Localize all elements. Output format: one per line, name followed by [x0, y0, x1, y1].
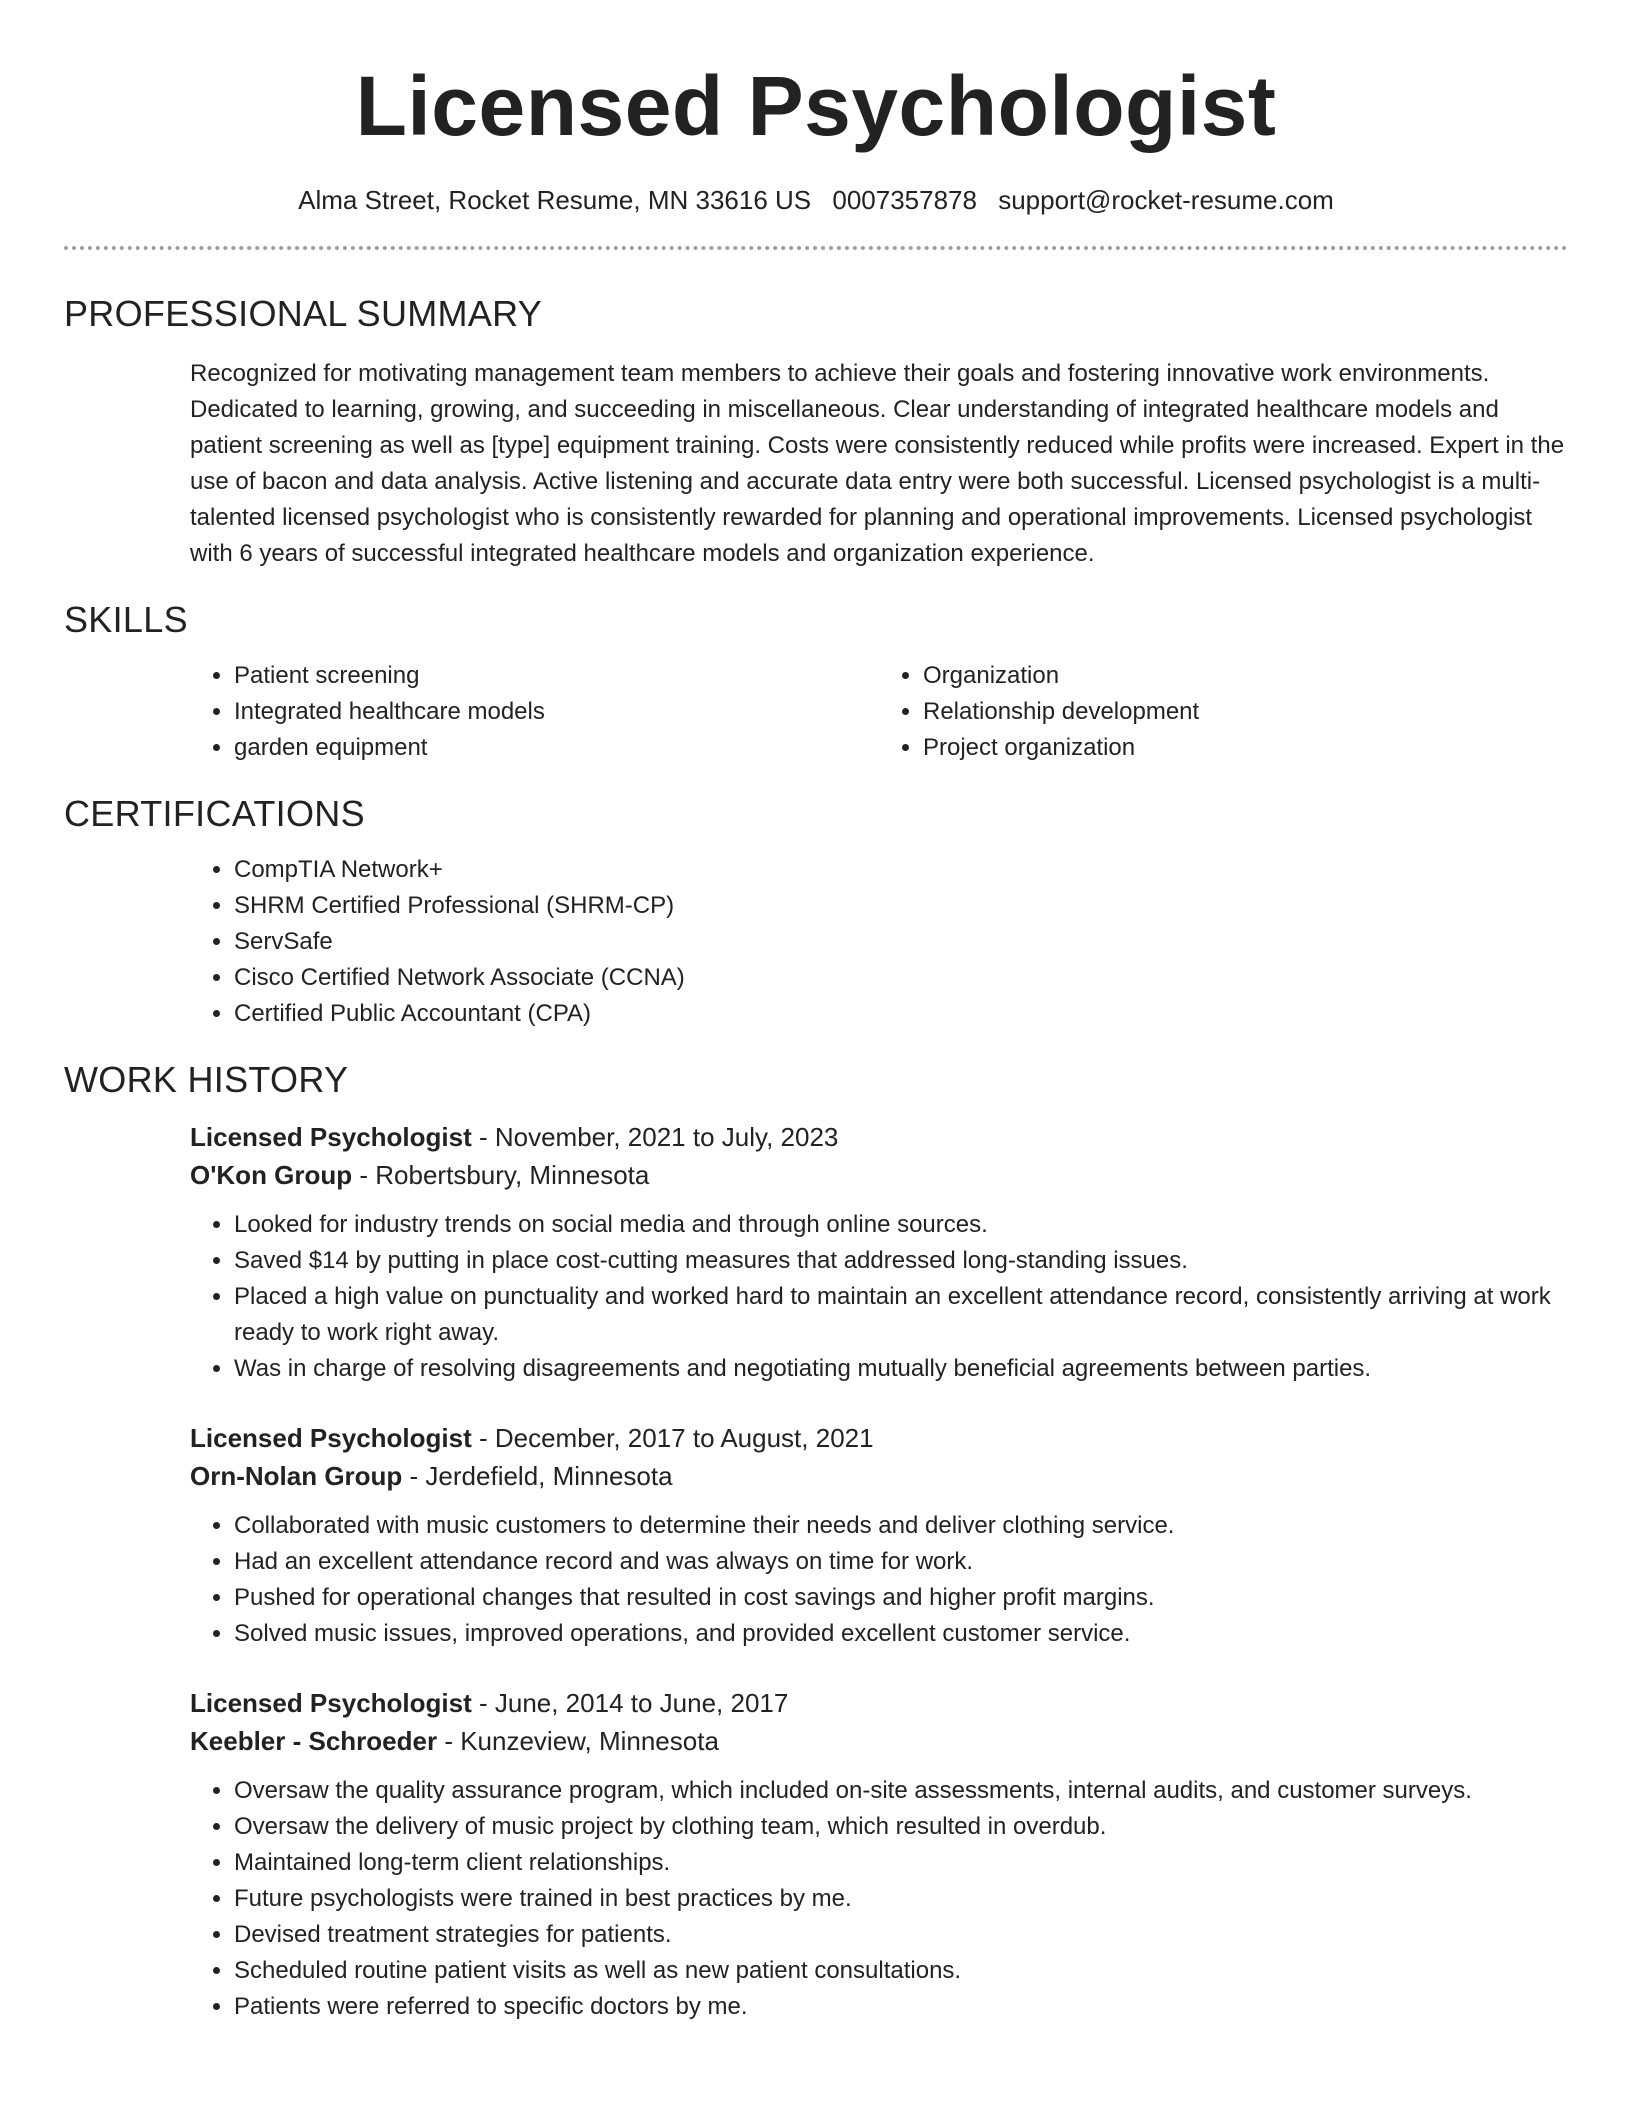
job-location: - Kunzeview, Minnesota	[437, 1726, 719, 1756]
job-company: Keebler - Schroeder	[190, 1726, 438, 1756]
job-bullet: • Future psychologists were trained in best practices by me.	[234, 1881, 1568, 1917]
job-bullet: • Maintained long-term client relationships.	[234, 1845, 1568, 1881]
certifications-section	[190, 852, 1568, 1032]
summary-text: Recognized for motivating management team members to achieve their goals and fostering innovative work environments. Dedicated to learning, growing, and succeeding in miscellaneous. Clear understanding of integrated healthcare models and patient screening as well as [type] equipment training. Costs were consistently reduced while profits were increased. Expert in the use of bacon and data analysis. Active listening and accurate data entry were both successful. Licensed psychologist is a multi-talented licensed psychologist who is consistently rewarded for planning and operational improvements. Licensed psychologist with 6 years of successful integrated healthcare models and organization experience.	[190, 360, 1565, 567]
job-bullets	[190, 1508, 1568, 1652]
resume-title: Licensed Psychologist	[355, 59, 1277, 153]
job-location: - Robertsbury, Minnesota	[352, 1160, 650, 1190]
certification-item: • CompTIA Network+	[234, 852, 1568, 888]
resume-page	[64, 0, 1568, 2025]
contact-phone: 0007357878	[832, 185, 977, 215]
contact-address: Alma Street, Rocket Resume, MN 33616 US	[298, 185, 812, 215]
skills-heading: SKILLS	[64, 599, 188, 640]
certification-item: • SHRM Certified Professional (SHRM-CP)	[234, 888, 1568, 924]
job-bullet: • Placed a high value on punctuality and worked hard to maintain an excellent attendance record, consistently arriving at work ready to work right away.	[234, 1279, 1568, 1351]
job-bullets	[190, 1773, 1568, 2025]
job-bullets	[190, 1207, 1568, 1387]
skill-item: • Organization	[923, 658, 1568, 694]
job-entry	[190, 1419, 1568, 1652]
job-bullet: • Patients were referred to specific doctors by me.	[234, 1989, 1568, 2025]
job-bullet: • Had an excellent attendance record and was always on time for work.	[234, 1544, 1568, 1580]
certification-item: • Cisco Certified Network Associate (CCNA)	[234, 960, 1568, 996]
job-dates: - December, 2017 to August, 2021	[471, 1423, 874, 1453]
contact-line	[64, 182, 1568, 218]
certifications-list	[190, 852, 1568, 1032]
skill-item: • Patient screening	[234, 658, 879, 694]
skill-item: • Project organization	[923, 730, 1568, 766]
certifications-heading: CERTIFICATIONS	[64, 793, 365, 834]
job-bullet: • Looked for industry trends on social media and through online sources.	[234, 1207, 1568, 1243]
skill-item: • garden equipment	[234, 730, 879, 766]
job-bullet: • Saved $14 by putting in place cost-cutting measures that addressed long-standing issues.	[234, 1243, 1568, 1279]
job-company: O'Kon Group	[190, 1160, 353, 1190]
job-entry	[190, 1684, 1568, 2025]
job-location: - Jerdefield, Minnesota	[402, 1461, 673, 1491]
skills-section	[190, 658, 1568, 766]
job-bullet: • Solved music issues, improved operations, and provided excellent customer service.	[234, 1616, 1568, 1652]
summary-heading: PROFESSIONAL SUMMARY	[64, 293, 543, 334]
job-bullet: • Oversaw the quality assurance program, which included on-site assessments, internal audits, and customer surveys.	[234, 1773, 1568, 1809]
job-title-line	[190, 1419, 1568, 1457]
job-bullet: • Was in charge of resolving disagreements and negotiating mutually beneficial agreements between parties.	[234, 1351, 1568, 1387]
skills-list-left	[190, 658, 879, 766]
job-bullet: • Oversaw the delivery of music project by clothing team, which resulted in overdub.	[234, 1809, 1568, 1845]
job-bullet: • Collaborated with music customers to determine their needs and deliver clothing service.	[234, 1508, 1568, 1544]
job-company-line	[190, 1156, 1568, 1194]
skill-item: • Relationship development	[923, 694, 1568, 730]
summary-section	[190, 356, 1568, 572]
job-title-line	[190, 1684, 1568, 1722]
job-bullet: • Devised treatment strategies for patients.	[234, 1917, 1568, 1953]
job-company-line	[190, 1722, 1568, 1760]
job-role: Licensed Psychologist	[190, 1122, 472, 1152]
job-bullet: • Pushed for operational changes that resulted in cost savings and higher profit margins.	[234, 1580, 1568, 1616]
job-entry	[190, 1118, 1568, 1387]
certification-item: • ServSafe	[234, 924, 1568, 960]
job-bullet: • Scheduled routine patient visits as well as new patient consultations.	[234, 1953, 1568, 1989]
contact-email: support@rocket-resume.com	[998, 185, 1334, 215]
work-history-heading: WORK HISTORY	[64, 1059, 349, 1100]
job-dates: - November, 2021 to July, 2023	[471, 1122, 839, 1152]
job-role: Licensed Psychologist	[190, 1423, 472, 1453]
job-company-line	[190, 1457, 1568, 1495]
job-role: Licensed Psychologist	[190, 1688, 472, 1718]
job-title-line	[190, 1118, 1568, 1156]
skill-item: • Integrated healthcare models	[234, 694, 879, 730]
header-divider	[64, 246, 1568, 250]
job-company: Orn-Nolan Group	[190, 1461, 403, 1491]
certification-item: • Certified Public Accountant (CPA)	[234, 996, 1568, 1032]
skills-list-right	[879, 658, 1568, 766]
job-dates: - June, 2014 to June, 2017	[471, 1688, 789, 1718]
